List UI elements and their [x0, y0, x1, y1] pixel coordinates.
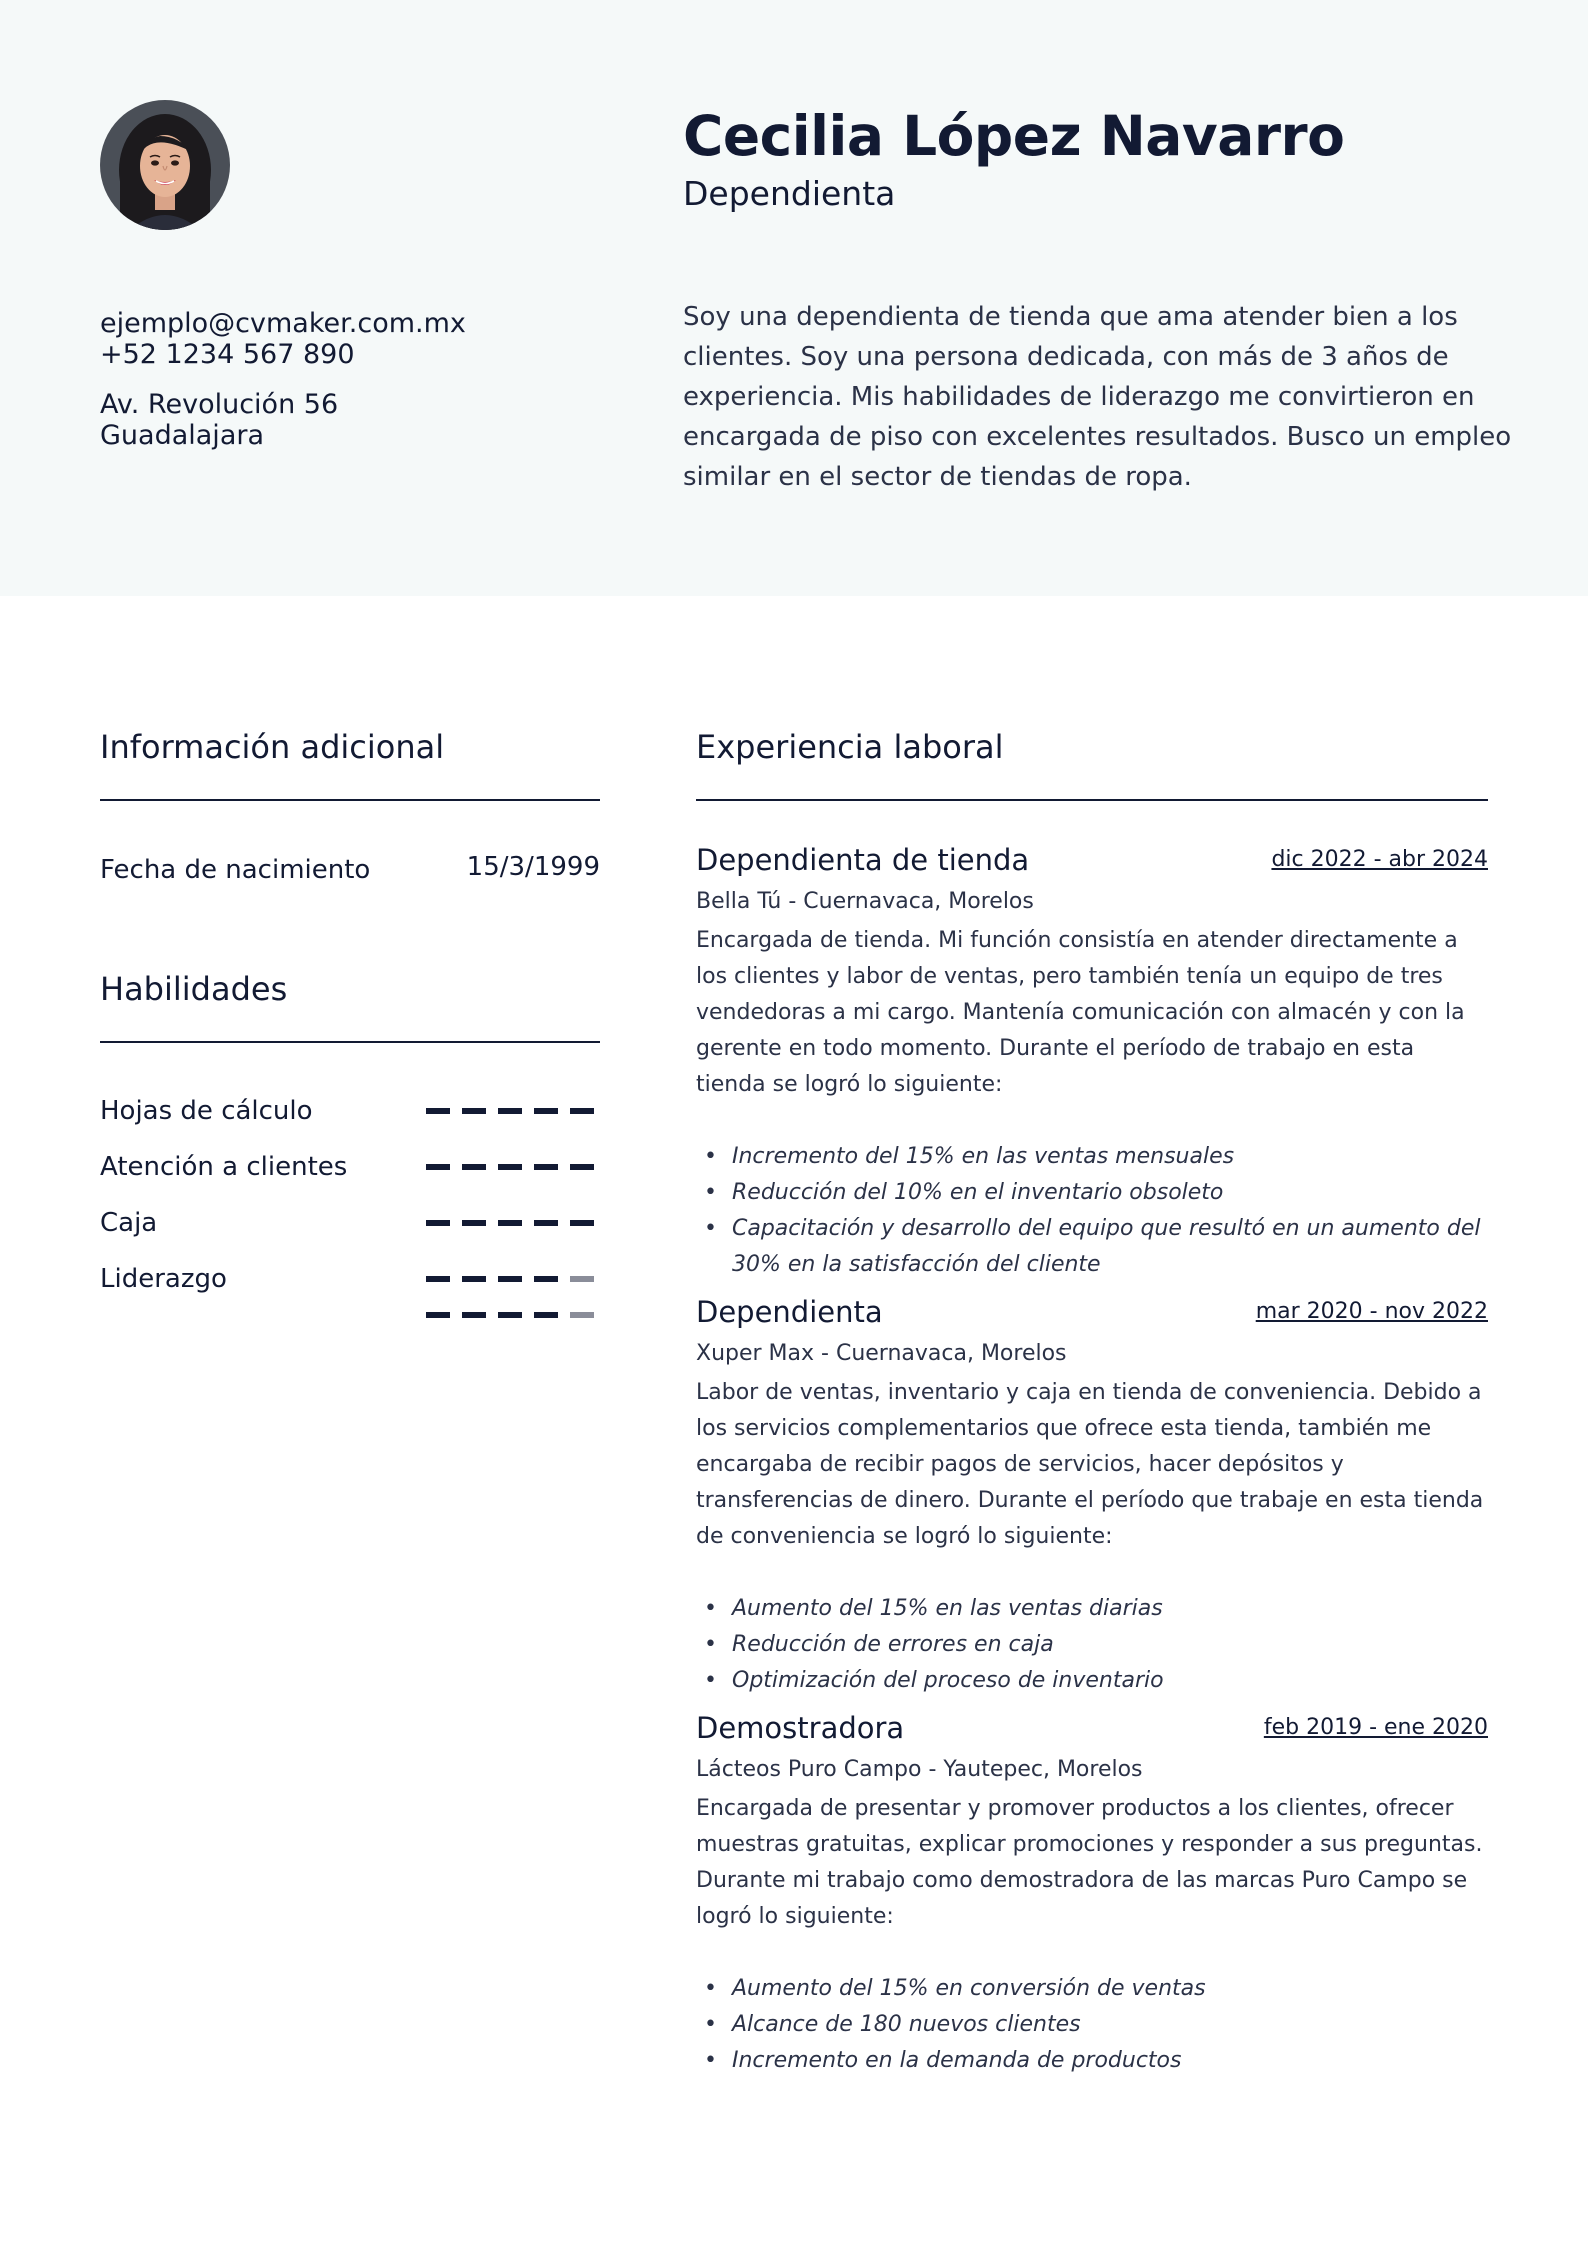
achievement-item: • Reducción de errores en caja [696, 1627, 1488, 1663]
achievement-item: • Aumento del 15% en las ventas diarias [696, 1591, 1488, 1627]
skill-level-segment [498, 1276, 522, 1282]
skill-level-bar [426, 1312, 600, 1318]
skill-level-segment [498, 1312, 522, 1318]
skill-level-segment [534, 1108, 558, 1114]
achievement-item: • Incremento en la demanda de productos [696, 2043, 1488, 2079]
skill-level-segment [570, 1164, 594, 1170]
skill-level-segment [570, 1276, 594, 1282]
skill-item [100, 1152, 600, 1186]
additional-info-heading: Información adicional [100, 728, 445, 766]
job-role: Dependienta [696, 1295, 883, 1329]
skill-item [100, 1264, 600, 1298]
avatar-illustration [100, 100, 230, 230]
job-dates: dic 2022 - abr 2024 [1271, 847, 1488, 872]
skill-level-bar [426, 1108, 600, 1114]
email-text[interactable]: ejemplo@cvmaker.com.mx [100, 308, 466, 339]
birthdate-label: Fecha de nacimiento [100, 855, 371, 885]
skill-level-segment [426, 1220, 450, 1226]
skill-item [100, 1300, 600, 1334]
achievements-list [696, 1591, 1488, 1699]
birthdate-value: 15/3/1999 [466, 852, 600, 882]
skill-level-segment [570, 1220, 594, 1226]
achievement-item: • Incremento del 15% en las ventas mensuales [696, 1139, 1488, 1175]
job-description: Encargada de tienda. Mi función consistía en atender directamente a los clientes y labor de ventas, pero también tenía un equipo de tres vendedoras a mi cargo. Mantenía comunicación con almacén y con la gerente en todo momento. Durante el período de trabajo en esta tienda se logró lo siguiente: [696, 928, 1465, 1097]
skill-level-segment [570, 1312, 594, 1318]
resume-header [0, 0, 1588, 596]
skill-level-segment [534, 1220, 558, 1226]
experience-divider [696, 799, 1488, 801]
skill-level-bar [426, 1220, 600, 1226]
additional-info-divider [100, 799, 600, 801]
skill-level-segment [498, 1220, 522, 1226]
job-company: Xuper Max - Cuernavaca, Morelos [696, 1341, 1067, 1366]
achievements-list [696, 1971, 1488, 2079]
job-entry [696, 843, 1488, 1283]
skill-level-segment [462, 1164, 486, 1170]
skill-name: Liderazgo [100, 1264, 227, 1294]
job-entry [696, 1711, 1488, 2079]
skill-level-segment [462, 1276, 486, 1282]
skill-name: Hojas de cálculo [100, 1096, 313, 1126]
phone-text[interactable]: +52 1234 567 890 [100, 339, 355, 370]
skill-level-bar [426, 1164, 600, 1170]
achievement-item: • Optimización del proceso de inventario [696, 1663, 1488, 1699]
contact-info [100, 308, 466, 451]
skill-item [100, 1208, 600, 1242]
skill-level-segment [498, 1164, 522, 1170]
achievement-item: • Aumento del 15% en conversión de ventas [696, 1971, 1488, 2007]
skill-level-segment [462, 1220, 486, 1226]
skill-level-segment [570, 1108, 594, 1114]
skill-level-segment [426, 1108, 450, 1114]
achievements-list [696, 1139, 1488, 1283]
skill-level-segment [462, 1312, 486, 1318]
skill-name: Caja [100, 1208, 158, 1238]
skill-level-segment [534, 1164, 558, 1170]
skills-divider [100, 1041, 600, 1043]
profile-photo [100, 100, 230, 230]
skill-item [100, 1096, 600, 1130]
experience-heading: Experiencia laboral [696, 728, 1004, 766]
address-line-1: Av. Revolución 56 [100, 389, 339, 420]
skill-level-segment [534, 1312, 558, 1318]
job-entry [696, 1295, 1488, 1699]
skill-level-segment [534, 1276, 558, 1282]
skill-level-segment [426, 1276, 450, 1282]
candidate-name: Cecilia López Navarro [683, 104, 1345, 168]
job-description: Encargada de presentar y promover productos a los clientes, ofrecer muestras gratuitas, explicar promociones y responder a sus preguntas. Durante mi trabajo como demostradora de las marcas Puro Campo se logró lo siguiente: [696, 1796, 1483, 1929]
skill-level-segment [426, 1312, 450, 1318]
job-role: Dependienta de tienda [696, 843, 1030, 877]
achievement-item: • Capacitación y desarrollo del equipo que resultó en un aumento del 30% en la satisfacción del cliente [696, 1211, 1488, 1283]
skill-level-segment [426, 1164, 450, 1170]
address-line-2: Guadalajara [100, 420, 265, 451]
job-dates: feb 2019 - ene 2020 [1263, 1715, 1488, 1740]
job-dates: mar 2020 - nov 2022 [1255, 1299, 1488, 1324]
candidate-title: Dependienta [683, 174, 896, 213]
skills-heading: Habilidades [100, 970, 288, 1008]
job-company: Lácteos Puro Campo - Yautepec, Morelos [696, 1757, 1143, 1782]
skill-name: Atención a clientes [100, 1152, 348, 1182]
job-company: Bella Tú - Cuernavaca, Morelos [696, 889, 1034, 914]
skill-level-segment [462, 1108, 486, 1114]
skill-level-segment [498, 1108, 522, 1114]
job-description: Labor de ventas, inventario y caja en tienda de conveniencia. Debido a los servicios complementarios que ofrece esta tienda, también me encargaba de recibir pagos de servicios, hacer depósitos y transferencias de dinero. Durante el período que trabaje en esta tienda de conveniencia se logró lo siguiente: [696, 1380, 1484, 1549]
profile-summary: Soy una dependienta de tienda que ama atender bien a los clientes. Soy una persona dedicada, con más de 3 años de experiencia. Mis habilidades de liderazgo me convirtieron en encargada de piso con excelentes resultados. Busco un empleo similar en el sector de tiendas de ropa. [683, 302, 1512, 492]
achievement-item: • Reducción del 10% en el inventario obsoleto [696, 1175, 1488, 1211]
achievement-item: • Alcance de 180 nuevos clientes [696, 2007, 1488, 2043]
skill-level-bar [426, 1276, 600, 1282]
job-role: Demostradora [696, 1711, 905, 1745]
